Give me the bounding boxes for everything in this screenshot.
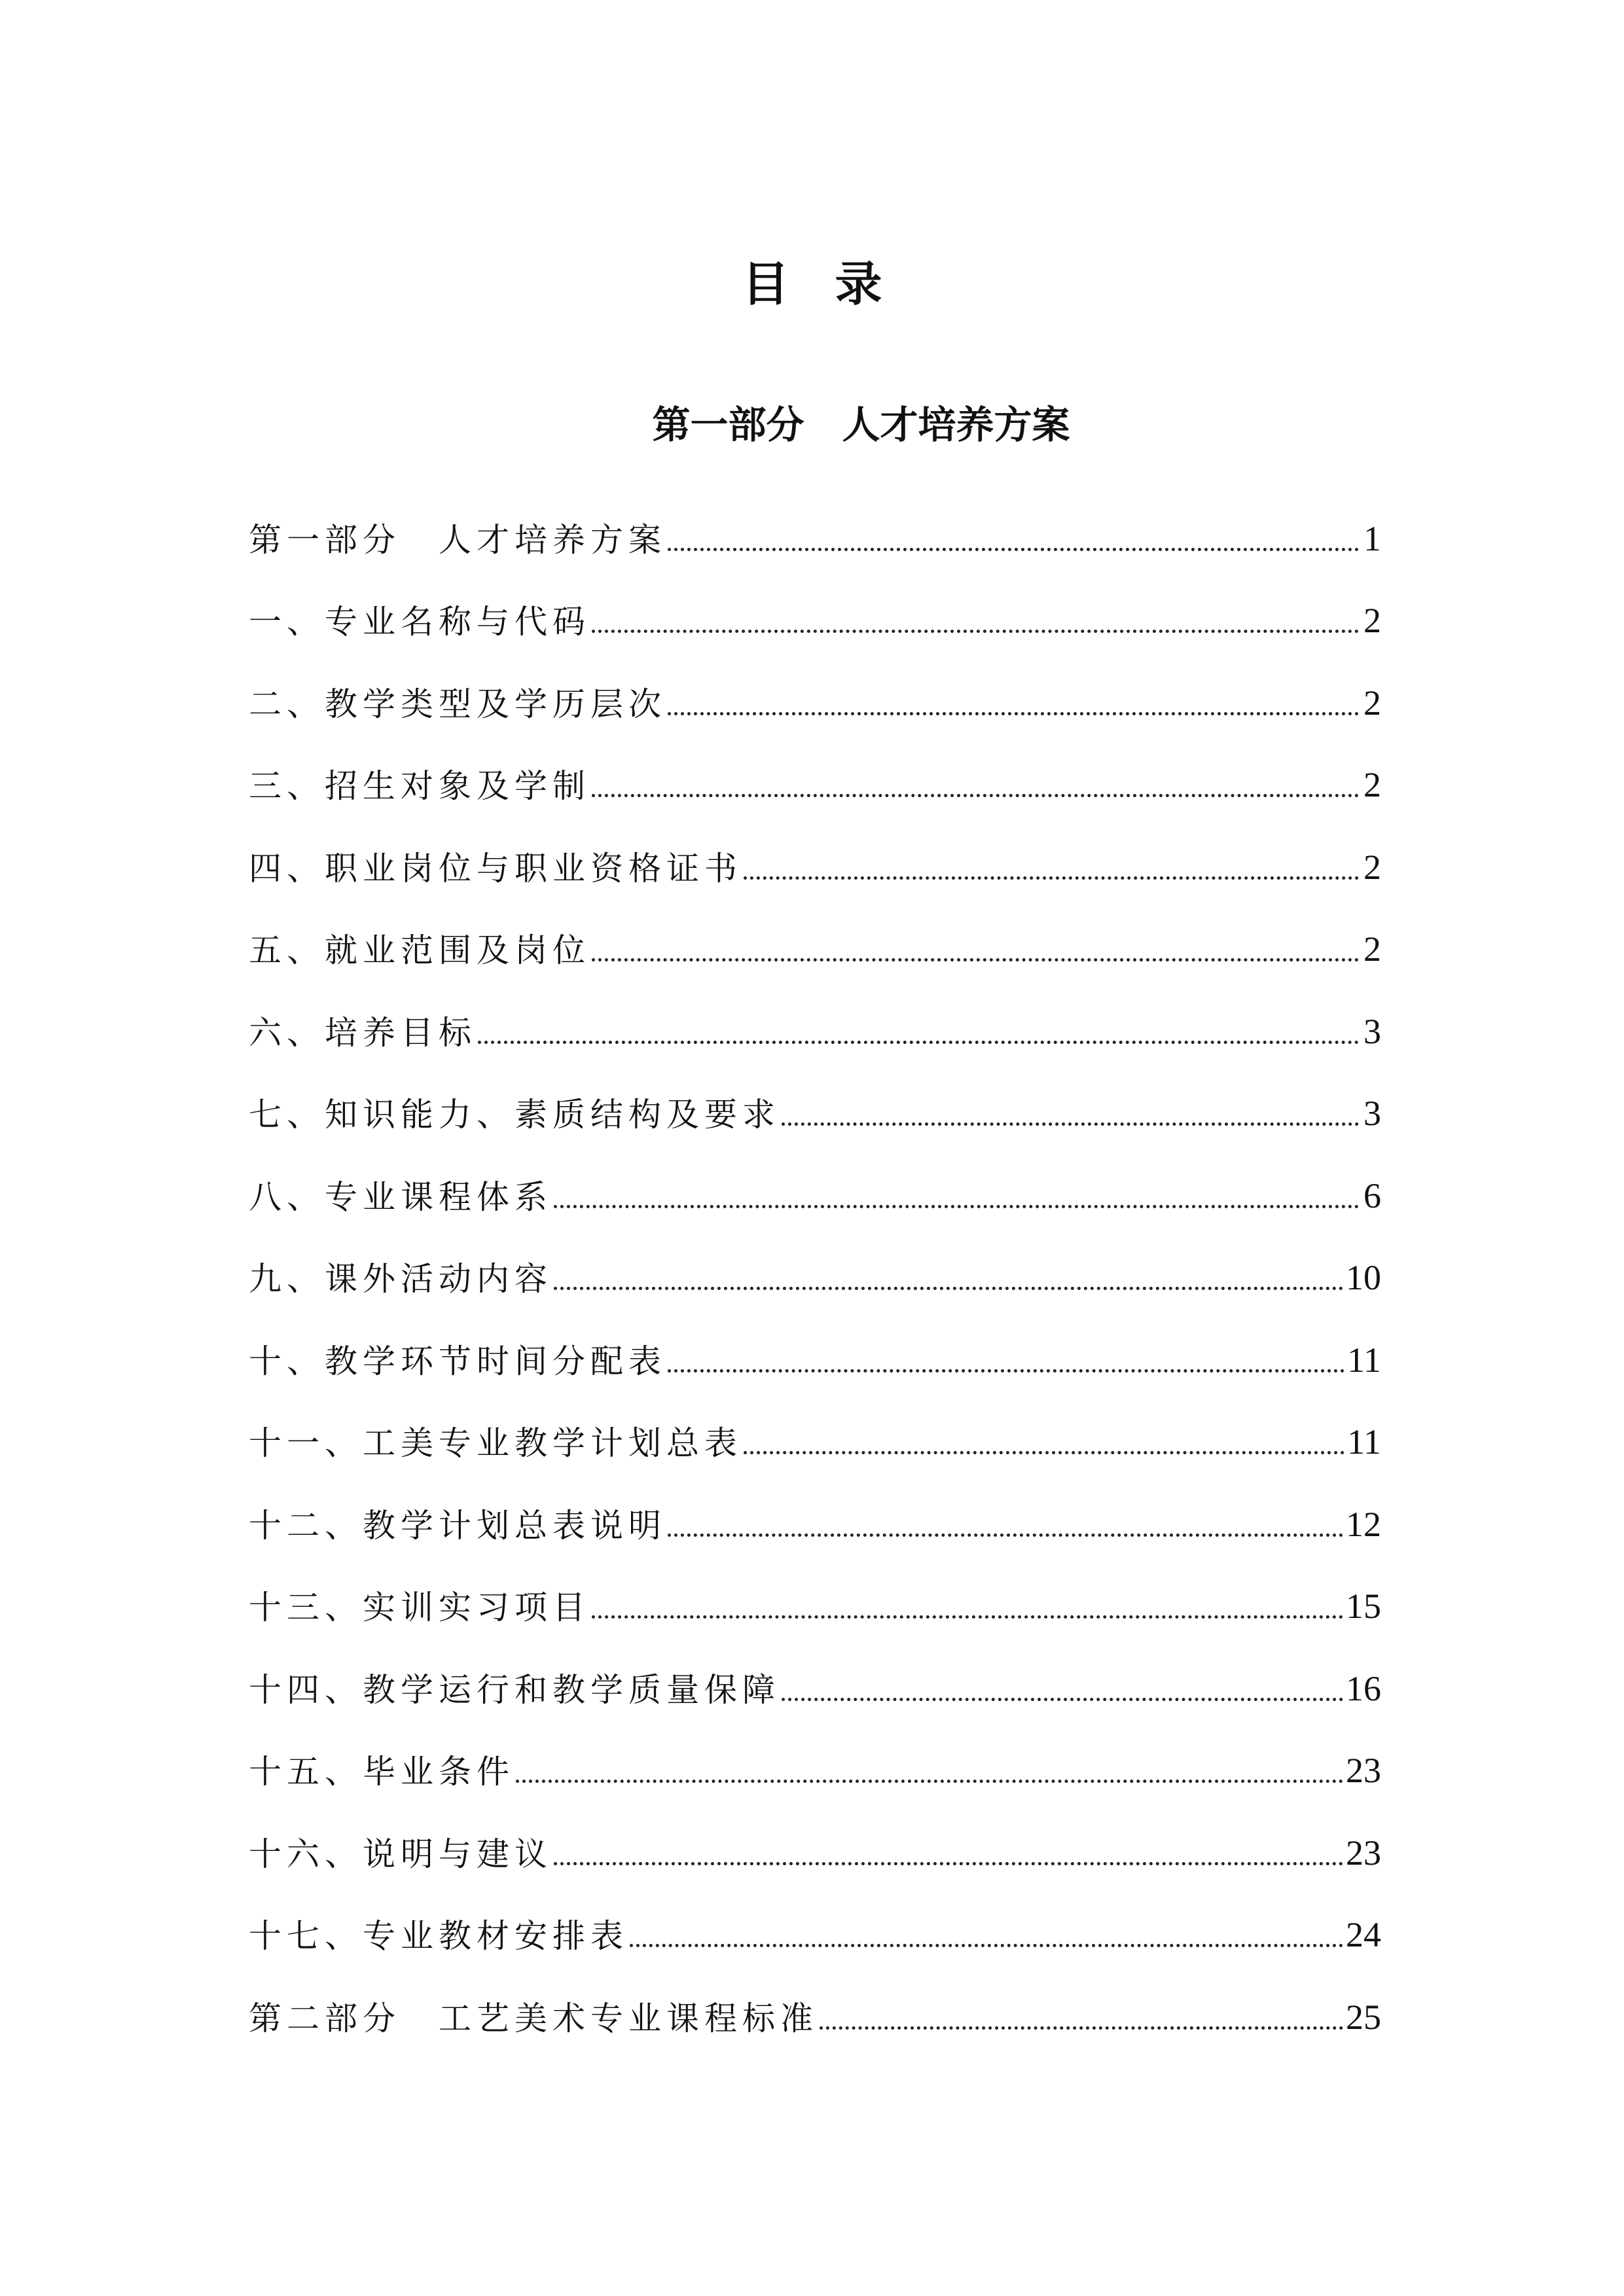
toc-entry-page-number: 2 [1363, 683, 1381, 723]
toc-entry[interactable] [249, 1141, 1381, 1224]
toc-dot-leader [782, 1122, 1359, 1126]
toc-dot-leader [478, 1041, 1359, 1044]
toc-entry-page-number: 1 [1363, 518, 1381, 558]
toc-dot-leader [592, 630, 1359, 633]
toc-dot-leader [630, 1944, 1343, 1947]
toc-entry-label: 第一部分 人才培养方案 [249, 520, 666, 559]
toc-dot-leader [820, 2026, 1343, 2030]
part-heading: 第一部分 人才培养方案 [652, 403, 1070, 447]
toc-entry[interactable] [249, 1224, 1381, 1306]
toc-entry[interactable] [249, 1552, 1381, 1635]
contents-title [0, 256, 1624, 312]
toc-entry-page-number: 16 [1346, 1668, 1381, 1708]
toc-entry[interactable] [249, 1388, 1381, 1471]
toc-entry-label: 十六、说明与建议 [249, 1835, 552, 1873]
toc-entry-label: 十四、教学运行和教学质量保障 [249, 1670, 780, 1709]
toc-entry[interactable] [249, 895, 1381, 978]
toc-entry[interactable] [249, 731, 1381, 814]
toc-dot-leader [592, 958, 1359, 961]
toc-entry[interactable] [249, 1963, 1381, 2045]
toc-entry-page-number: 2 [1363, 929, 1381, 969]
contents-title-second-char: 录 [835, 256, 882, 312]
toc-dot-leader [554, 1205, 1359, 1208]
toc-dot-leader [516, 1780, 1343, 1783]
toc-entry-page-number: 2 [1363, 765, 1381, 804]
toc-entry-page-number: 2 [1363, 601, 1381, 640]
toc-entry-page-number: 12 [1346, 1504, 1381, 1544]
toc-entry-label: 一、专业名称与代码 [249, 603, 590, 641]
toc-dot-leader [592, 1615, 1343, 1619]
table-of-contents [249, 484, 1381, 2045]
toc-entry-page-number: 11 [1347, 1422, 1381, 1462]
toc-dot-leader [668, 1534, 1343, 1537]
toc-entry-page-number: 2 [1363, 847, 1381, 887]
toc-entry-page-number: 6 [1363, 1175, 1381, 1215]
toc-entry-label: 十、教学环节时间分配表 [249, 1342, 666, 1380]
toc-entry-page-number: 24 [1346, 1915, 1381, 1954]
toc-entry-label: 十五、毕业条件 [249, 1753, 514, 1791]
toc-entry-label: 八、专业课程体系 [249, 1177, 552, 1216]
toc-entry-page-number: 15 [1346, 1587, 1381, 1626]
toc-entry[interactable] [249, 1717, 1381, 1799]
toc-dot-leader [554, 1862, 1343, 1865]
toc-dot-leader [668, 548, 1359, 551]
toc-entry-label: 十三、实训实习项目 [249, 1588, 590, 1626]
toc-dot-leader [592, 794, 1359, 797]
toc-entry-label: 三、招生对象及学制 [249, 767, 590, 805]
toc-entry[interactable] [249, 813, 1381, 895]
toc-entry-label: 十一、工美专业教学计划总表 [249, 1424, 742, 1462]
toc-entry-page-number: 10 [1346, 1258, 1381, 1297]
toc-entry-label: 十二、教学计划总表说明 [249, 1506, 666, 1545]
toc-dot-leader [668, 1369, 1344, 1372]
toc-entry[interactable] [249, 484, 1381, 567]
toc-entry[interactable] [249, 1470, 1381, 1552]
toc-entry[interactable] [249, 1881, 1381, 1964]
toc-dot-leader [744, 876, 1359, 880]
toc-entry[interactable] [249, 1306, 1381, 1388]
toc-entry-page-number: 3 [1363, 1011, 1381, 1051]
toc-entry[interactable] [249, 1634, 1381, 1717]
toc-entry-page-number: 23 [1346, 1751, 1381, 1790]
toc-entry-page-number: 25 [1346, 1997, 1381, 2037]
toc-entry-label: 六、培养目标 [249, 1013, 477, 1052]
toc-entry-label: 第二部分 工艺美术专业课程标准 [249, 1999, 818, 2037]
toc-entry[interactable] [249, 1799, 1381, 1881]
toc-entry-page-number: 23 [1346, 1833, 1381, 1873]
toc-dot-leader [668, 712, 1359, 715]
toc-entry[interactable] [249, 567, 1381, 649]
toc-entry-label: 二、教学类型及学历层次 [249, 685, 666, 723]
toc-entry-page-number: 11 [1347, 1340, 1381, 1380]
toc-entry-page-number: 3 [1363, 1094, 1381, 1133]
toc-dot-leader [782, 1698, 1343, 1701]
toc-entry-label: 七、知识能力、素质结构及要求 [249, 1096, 780, 1134]
toc-entry-label: 九、课外活动内容 [249, 1260, 552, 1298]
contents-title-first-char: 目 [742, 256, 789, 312]
toc-entry-label: 四、职业岗位与职业资格证书 [249, 849, 742, 888]
toc-entry[interactable] [249, 1060, 1381, 1142]
toc-entry[interactable] [249, 977, 1381, 1060]
toc-dot-leader [744, 1451, 1344, 1454]
toc-entry-label: 五、就业范围及岗位 [249, 931, 590, 969]
toc-dot-leader [554, 1287, 1343, 1290]
toc-entry[interactable] [249, 649, 1381, 731]
toc-entry-label: 十七、专业教材安排表 [249, 1917, 628, 1955]
